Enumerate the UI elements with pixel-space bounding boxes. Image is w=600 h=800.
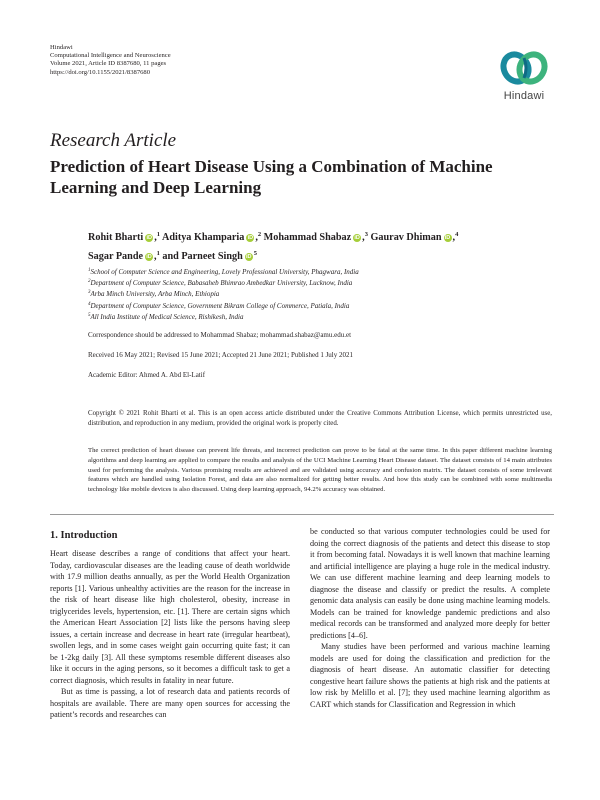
author-affil-mark: 4 <box>455 231 459 238</box>
section-heading: 1. Introduction <box>50 530 118 541</box>
author-affil-mark: 3 <box>364 231 368 238</box>
copyright-notice: Copyright © 2021 Rohit Bharti et al. This is an open access article distributed under the Creative Commons Attribution License, which permits unrestricted use, distribution, and reproduction in any medium, provided the original work is properly cited. <box>88 410 552 428</box>
correspondence: Correspondence should be addressed to Mohammad Shabaz; mohammad.shabaz@amu.edu.et <box>88 331 352 339</box>
author[interactable] <box>88 251 160 262</box>
orcid-icon[interactable]: iD <box>146 235 152 241</box>
affiliation <box>88 311 558 322</box>
paragraph: Heart disease describes a range of conditions that affect your heart. Today, cardiovascular diseases are the leading cause of death worldwide with 17.9 million deaths annually, as per the World Health Organization reports [1]. Various unhealthy activities are the reason for the increase in the risk of heart disease like high cholesterol, obesity, increase in triglycerides levels, hypertension, etc. [1]. There are certain signs which the American Heart Association [2] lists like the persons having sleep issues, a certain increase and decrease in heart rate (irregular heartbeat), swollen legs, and in some cases weight gain occurring quite fast; it can be 1-2kg daily [3]. All these symptoms resemble different diseases also like it occurs in the aging persons, so it becomes a difficult task to get a correct diagnosis, which results in fatality in near future. <box>50 549 290 685</box>
author-separator: , <box>255 232 258 243</box>
academic-editor: Academic Editor: Ahmed A. Abd El-Latif <box>88 371 206 379</box>
author-name: Sagar Pande <box>88 251 144 262</box>
author-affil-mark: 2 <box>257 231 262 238</box>
author[interactable] <box>162 251 257 262</box>
volume-line: Volume 2021, Article ID 8387680, 11 pages <box>50 60 167 68</box>
paragraph: Many studies have been performed and various machine learning models are used for doing the classification and prediction for the diagnosis of heart disease. An automatic classifier for detecting congestive heart failure shows the patients at high risk and the patients at low risk by Melillo et al. [7]; they used machine learning algorithm as CART which stands for Classification and Regression in which <box>310 642 550 709</box>
author-name: Mohammad Shabaz <box>263 232 352 243</box>
left-column <box>50 548 290 721</box>
author-list <box>88 227 558 265</box>
affiliation <box>88 288 558 299</box>
affiliations <box>88 266 558 322</box>
affiliation-text: All India Institute of Medical Science, Rishikesh, India <box>90 312 244 321</box>
author-separator: , <box>154 232 157 243</box>
affiliation-number: 1 <box>88 268 91 273</box>
paragraph: be conducted so that various computer technologies could be used for doing the correct diagnosis of the patients and detect this disease to stop it from becoming fatal. Nowadays it is well known that machine learning and artificial intelligence are playing a huge role in the medical industry. We can use different machine learning and deep learning models to diagnose the disease and classify or predict the results. A complete genomic data analysis can easily be done using machine learning models. Models can be trained for knowledge pandemic predictions and also medical records can be transformed and analyzed more deeply for better predictions [4–6]. <box>310 527 550 640</box>
paragraph: But as time is passing, a lot of research data and patients records of hospitals are available. There are many open sources for accessing the patient’s records and researches can <box>50 687 290 719</box>
article-type: Research Article <box>50 130 177 151</box>
author-separator: , <box>452 232 456 243</box>
orcid-icon[interactable]: iD <box>354 235 360 241</box>
author-separator: , <box>154 251 157 262</box>
affiliation-text: Department of Computer Science, Government Bikram College of Commerce, Patiala, India <box>90 301 350 310</box>
logo-text: Hindawi <box>503 90 545 102</box>
author[interactable] <box>162 232 261 243</box>
publisher-name: Hindawi <box>50 44 73 51</box>
abstract: The correct prediction of heart disease can prevent life threats, and incorrect prediction can prove to be fatal at the same time. In this paper different machine learning algorithms and deep learning are applied to compare the results and analysis of the UCI Machine Learning Heart Disease dataset. The dataset consists of 14 main attributes used for performing the analysis. Various promising results are achieved and are validated using accuracy and confusion matrix. The dataset consists of some irrelevant features which are handled using Isolation Forest, and data are also normalized for getting better results. And how this study can be combined with some multimedia technology like mobile devices is also discussed. Using deep learning approach, 94.2% accuracy was obtained. <box>88 447 552 494</box>
orcid-icon[interactable]: iD <box>444 235 451 241</box>
doi-link[interactable]: https://doi.org/10.1155/2021/8387680 <box>50 68 151 76</box>
affiliation-text: School of Computer Science and Engineering, Lovely Professional University, Phagwara, India <box>90 268 359 276</box>
author-affil-mark: 5 <box>253 250 257 257</box>
article-dates: Received 16 May 2021; Revised 15 June 2021; Accepted 21 June 2021; Published 1 July 2021 <box>88 351 353 359</box>
journal-name: Computational Intelligence and Neuroscience <box>50 52 171 60</box>
affiliation-text: Department of Computer Science, Babasaheb Bhimrao Ambedkar University, Lucknow, India <box>90 279 353 288</box>
author-name: Rohit Bharti <box>88 232 144 243</box>
divider <box>50 514 554 515</box>
author-affil-mark: 1 <box>156 250 160 257</box>
affiliation-number: 3 <box>88 290 91 296</box>
article-title: Prediction of Heart Disease Using a Combination of Machine Learning and Deep Learning <box>50 157 493 197</box>
affiliation-number: 5 <box>88 312 91 318</box>
journal-meta <box>50 44 350 77</box>
author[interactable] <box>264 232 368 243</box>
affiliation <box>88 300 558 311</box>
hindawi-logo-icon <box>494 50 554 90</box>
author[interactable] <box>88 232 160 243</box>
affiliation-number: 4 <box>88 301 91 307</box>
orcid-icon[interactable]: iD <box>246 254 252 260</box>
hindawi-logo <box>494 50 554 108</box>
author[interactable] <box>370 232 458 243</box>
author-name: Gaurav Dhiman <box>370 232 442 243</box>
author-name: and Parneet Singh <box>162 251 243 262</box>
orcid-icon[interactable]: iD <box>247 235 254 241</box>
right-column <box>310 526 550 710</box>
author-affil-mark: 1 <box>156 231 160 238</box>
affiliation <box>88 277 558 288</box>
affiliation <box>88 266 558 277</box>
affiliation-text: Arba Minch University, Arba Minch, Ethiopia <box>90 290 220 299</box>
author-name: Aditya Khamparia <box>161 232 245 243</box>
affiliation-number: 2 <box>88 279 91 285</box>
orcid-icon[interactable]: iD <box>146 254 152 260</box>
author-separator: , <box>362 232 365 243</box>
